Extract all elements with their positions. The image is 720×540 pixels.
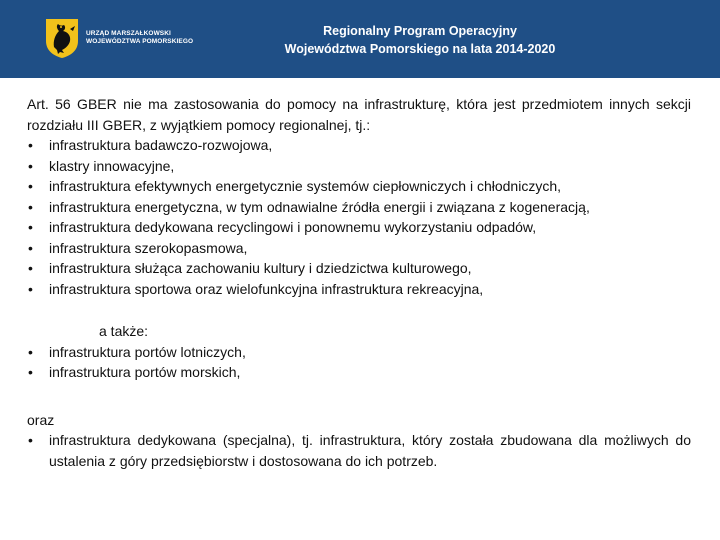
logo-line-1: URZĄD MARSZAŁKOWSKI bbox=[86, 30, 171, 37]
list-item: • infrastruktura szerokopasmowa, bbox=[27, 238, 691, 259]
list-item: • infrastruktura sportowa oraz wielofunkcyjna infrastruktura rekreacyjna, bbox=[27, 279, 691, 300]
header-bar bbox=[0, 0, 720, 78]
list-item: • infrastruktura efektywnych energetycznie systemów ciepłowniczych i chłodniczych, bbox=[27, 176, 691, 197]
infrastructure-list bbox=[27, 135, 691, 299]
list-item: • infrastruktura badawczo-rozwojowa, bbox=[27, 135, 691, 156]
list-item: • infrastruktura portów morskich, bbox=[27, 362, 691, 383]
list-item: • klastry innowacyjne, bbox=[27, 156, 691, 177]
list-item: • infrastruktura dedykowana recyclingowi i ponownemu wykorzystaniu odpadów, bbox=[27, 217, 691, 238]
ports-list bbox=[27, 342, 691, 383]
intro-paragraph: Art. 56 GBER nie ma zastosowania do pomocy na infrastrukturę, która jest przedmiotem innych sekcji rozdziału III GBER, z wyjątkiem pomocy regionalnej, tj.: bbox=[27, 96, 691, 133]
list-item: • infrastruktura dedykowana (specjalna), tj. infrastruktura, który została zbudowana dla możliwych do ustalenia z góry przedsiębiorstw i dostosowana do ich potrzeb. bbox=[27, 430, 691, 471]
dedicated-infrastructure-list bbox=[27, 430, 691, 471]
office-logo-text bbox=[86, 30, 193, 46]
slide-content bbox=[27, 94, 691, 471]
office-logo bbox=[44, 16, 194, 60]
list-item: • infrastruktura portów lotniczych, bbox=[27, 342, 691, 363]
program-title-line-2: Województwa Pomorskiego na lata 2014-2020 bbox=[284, 42, 556, 56]
oraz-label: oraz bbox=[27, 411, 55, 428]
program-title bbox=[250, 22, 590, 58]
logo-line-2: WOJEWÓDZTWA POMORSKIEGO bbox=[86, 38, 194, 45]
list-item: • infrastruktura służąca zachowaniu kultury i dziedzictwa kulturowego, bbox=[27, 258, 691, 279]
also-label: a także: bbox=[99, 323, 149, 339]
griffin-crest-icon bbox=[44, 17, 80, 59]
list-item: • infrastruktura energetyczna, w tym odnawialne źródła energii i związana z kogeneracją, bbox=[27, 197, 691, 218]
program-title-line-1: Regionalny Program Operacyjny bbox=[323, 24, 517, 38]
